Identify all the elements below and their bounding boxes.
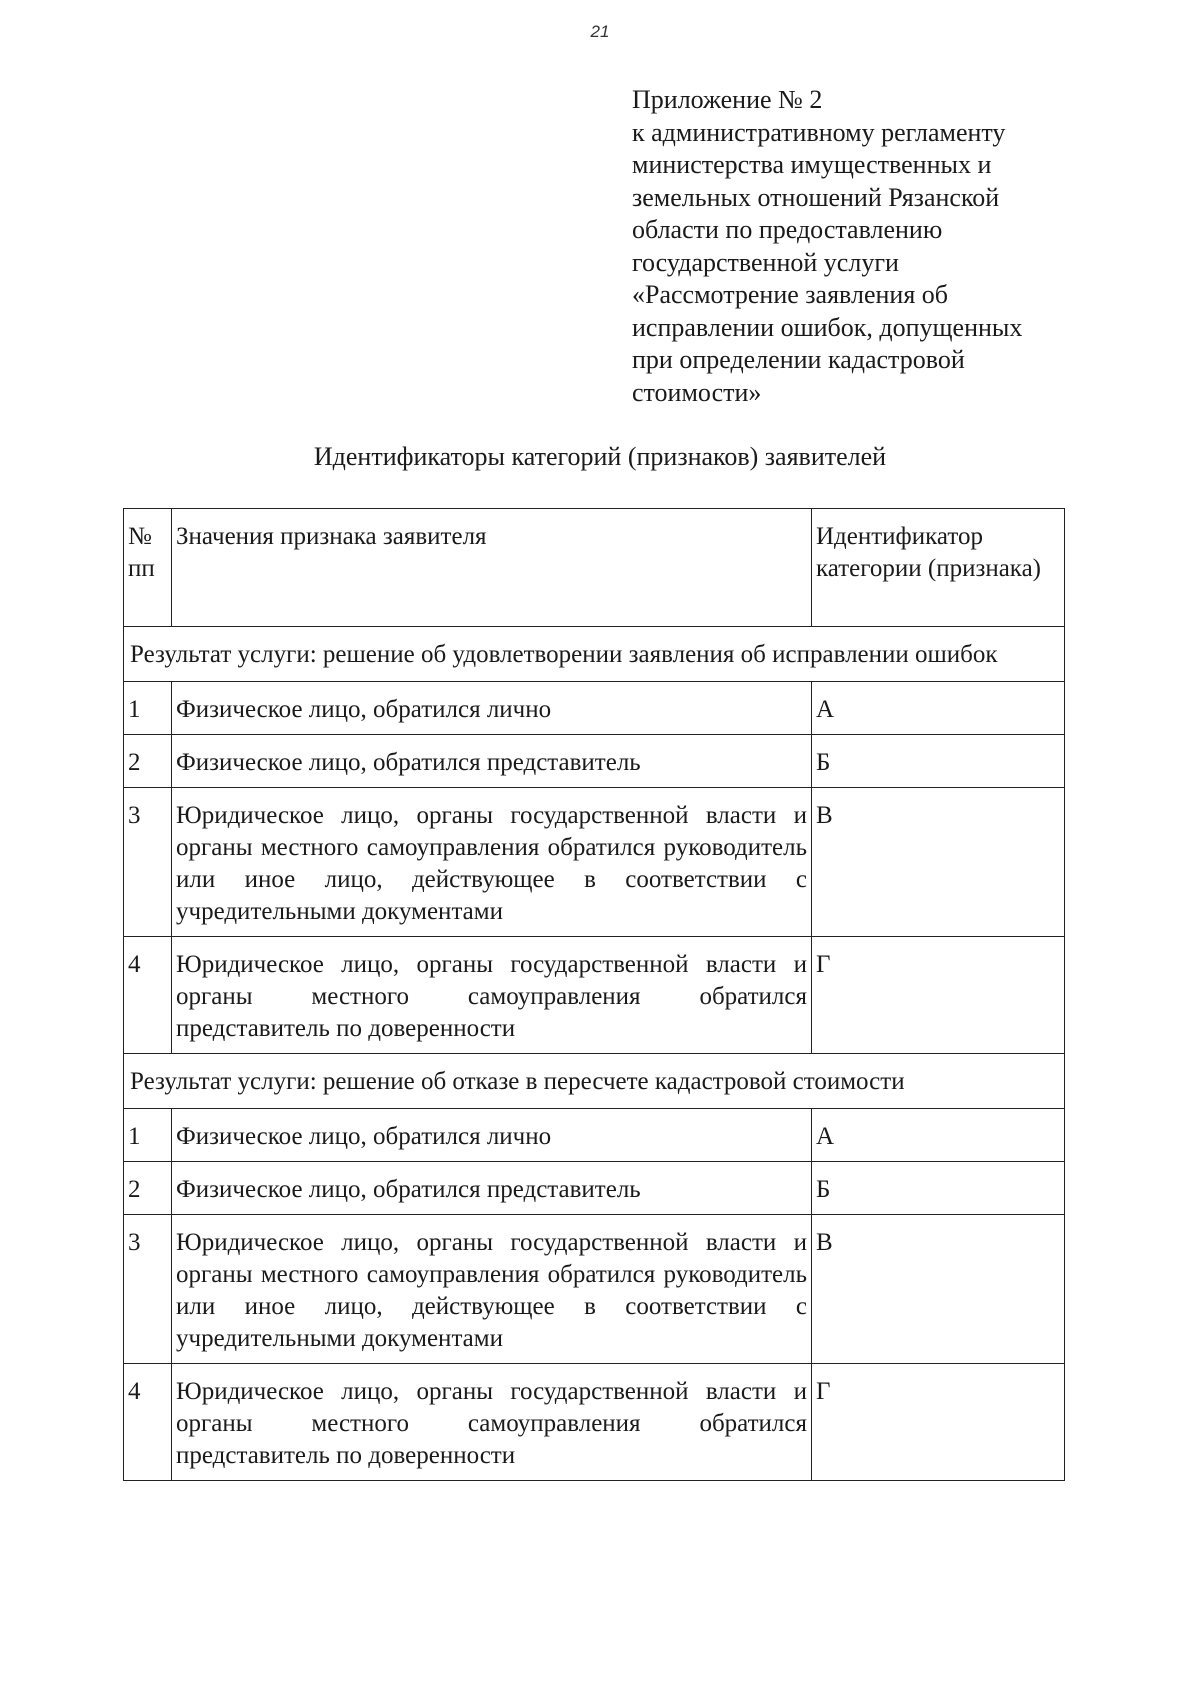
header-value: Значения признака заявителя bbox=[172, 509, 812, 627]
section-row bbox=[124, 627, 1065, 682]
table-row bbox=[124, 735, 1065, 788]
row-num: 4 bbox=[124, 937, 172, 1054]
document-title: Идентификаторы категорий (признаков) заявителей bbox=[313, 442, 887, 471]
table-row bbox=[124, 788, 1065, 937]
row-value: Юридическое лицо, органы государственной власти и органы местного самоуправления обратился представитель по доверенности bbox=[172, 1364, 812, 1481]
table-header-row bbox=[124, 509, 1065, 627]
appendix-header bbox=[632, 84, 1102, 409]
header-num: № пп bbox=[124, 509, 172, 627]
appendix-line: стоимости» bbox=[632, 377, 762, 407]
row-value: Юридическое лицо, органы государственной власти и органы местного самоуправления обратился представитель по доверенности bbox=[172, 937, 812, 1054]
row-id: А bbox=[812, 1109, 1065, 1162]
appendix-line: государственной услуги bbox=[632, 247, 899, 277]
row-id: Г bbox=[812, 1364, 1065, 1481]
row-num: 1 bbox=[124, 682, 172, 735]
appendix-line: исправлении ошибок, допущенных bbox=[632, 312, 1023, 342]
row-id: Б bbox=[812, 735, 1065, 788]
section-row bbox=[124, 1054, 1065, 1109]
table-row bbox=[124, 682, 1065, 735]
appendix-line: «Рассмотрение заявления об bbox=[632, 280, 949, 309]
row-id: В bbox=[812, 1215, 1065, 1364]
table-row bbox=[124, 1162, 1065, 1215]
row-value: Физическое лицо, обратился представитель bbox=[172, 735, 812, 788]
header-id: Идентификатор категории (признака) bbox=[812, 509, 1065, 627]
row-value: Юридическое лицо, органы государственной власти и органы местного самоуправления обратился руководитель или иное лицо, действующее в соответствии с учредительными документами bbox=[172, 788, 812, 937]
appendix-line: земельных отношений Рязанской bbox=[632, 182, 1000, 212]
row-num: 4 bbox=[124, 1364, 172, 1481]
table-row bbox=[124, 1215, 1065, 1364]
appendix-line: области по предоставлению bbox=[632, 215, 943, 244]
categories-table bbox=[123, 508, 1065, 1481]
row-num: 2 bbox=[124, 735, 172, 788]
row-value: Физическое лицо, обратился представитель bbox=[172, 1162, 812, 1215]
row-value: Физическое лицо, обратился лично bbox=[172, 682, 812, 735]
table-row bbox=[124, 1364, 1065, 1481]
appendix-line: к административному регламенту bbox=[632, 117, 1006, 147]
section-title: Результат услуги: решение об удовлетворении заявления об исправлении ошибок bbox=[124, 627, 1065, 682]
row-value: Физическое лицо, обратился лично bbox=[172, 1109, 812, 1162]
row-id: А bbox=[812, 682, 1065, 735]
row-value: Юридическое лицо, органы государственной власти и органы местного самоуправления обратился руководитель или иное лицо, действующее в соответствии с учредительными документами bbox=[172, 1215, 812, 1364]
page-number: 21 bbox=[590, 22, 610, 41]
row-id: Б bbox=[812, 1162, 1065, 1215]
table-row bbox=[124, 937, 1065, 1054]
row-num: 2 bbox=[124, 1162, 172, 1215]
row-id: Г bbox=[812, 937, 1065, 1054]
row-id: В bbox=[812, 788, 1065, 937]
row-num: 1 bbox=[124, 1109, 172, 1162]
appendix-line: при определении кадастровой bbox=[632, 345, 965, 374]
table-row bbox=[124, 1109, 1065, 1162]
appendix-line: министерства имущественных и bbox=[632, 150, 992, 179]
row-num: 3 bbox=[124, 1215, 172, 1364]
section-title: Результат услуги: решение об отказе в пересчете кадастровой стоимости bbox=[124, 1054, 1065, 1109]
appendix-line: Приложение № 2 bbox=[632, 85, 823, 114]
row-num: 3 bbox=[124, 788, 172, 937]
